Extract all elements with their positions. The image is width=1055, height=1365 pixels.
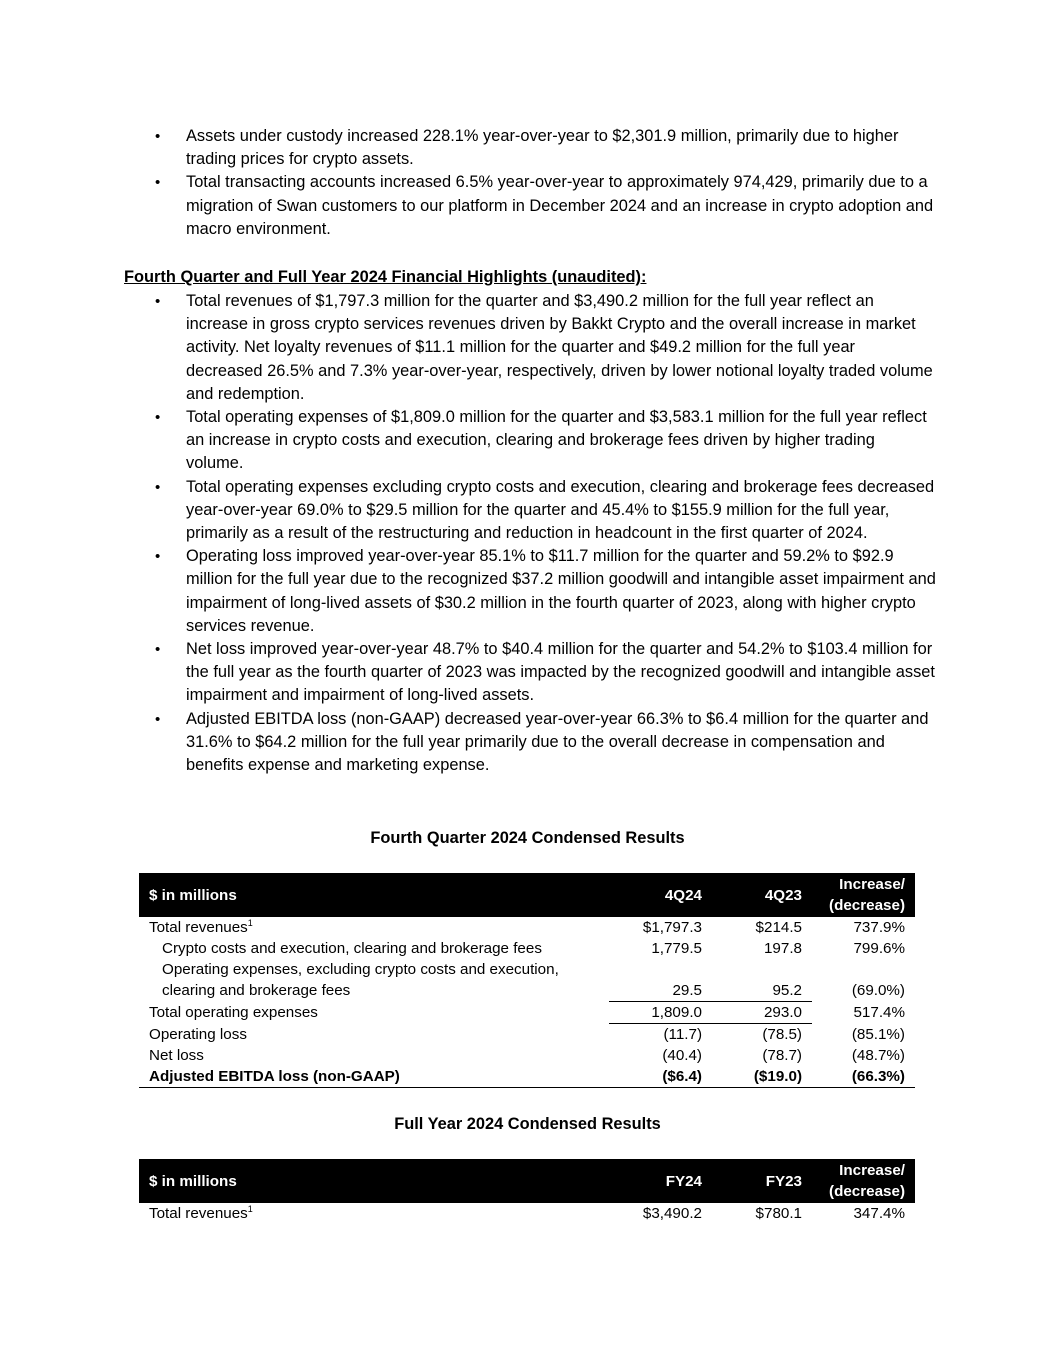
bullet-icon: • (155, 128, 161, 145)
bullet-text: Net loss improved year-over-year 48.7% to $40.4 million for the quarter and 54.2% to $103.4 million for the full year as the fourth quarter of 2023 was impacted by the recognized goodwill and intangible asset impairment and impairment of long-lived assets. (186, 640, 935, 705)
table-header-row (139, 873, 915, 917)
cell-4q23: (78.7) (762, 1047, 802, 1064)
col-header-decrease: (decrease) (829, 1183, 905, 1200)
bullet-assets-under-custody (124, 125, 934, 171)
cell-change: (69.0%) (851, 982, 905, 1000)
table-header-row (139, 1159, 915, 1203)
bullet-text: Total operating expenses of $1,809.0 million for the quarter and $3,583.1 million for the full year reflect an increase in crypto costs and execution, clearing and brokerage fees driven by higher trading volume. (186, 408, 927, 473)
cell-4q23: 197.8 (763, 940, 802, 957)
row-label-text: Total revenues (149, 1205, 248, 1222)
bullet-icon: • (155, 710, 161, 728)
fy-table-title: Full Year 2024 Condensed Results (394, 1115, 661, 1133)
table-row-adjusted-ebitda (139, 1066, 915, 1088)
table-row-opex-excluding-label (139, 959, 915, 980)
bullet-text: Operating loss improved year-over-year 85.1% to $11.7 million for the quarter and 59.2% to $92.9 million for the full year due to the recognized $37.2 million goodwill and intangible asset impairment and impairment of long-lived assets of $30.2 million in the fourth quarter of 2023, along with higher crypto services revenue. (186, 547, 936, 635)
bullet-adjusted-ebitda (124, 708, 936, 778)
col-header-fy24: FY24 (609, 1159, 712, 1203)
empty-cell (609, 959, 712, 980)
fy-results-table (139, 1159, 915, 1224)
row-label (139, 1203, 609, 1224)
cell-fy24: $3,490.2 (642, 1205, 702, 1222)
col-header-increase: Increase/ (839, 876, 905, 893)
row-label: Operating expenses, excluding crypto costs and execution, (162, 961, 559, 978)
cell-4q23: $214.5 (755, 919, 802, 936)
cell-change: 737.9% (853, 919, 905, 936)
bullet-icon: • (155, 641, 161, 659)
col-header-fy23: FY23 (712, 1159, 812, 1203)
cell-change: (85.1%) (851, 1025, 905, 1043)
col-header-label: $ in millions (139, 873, 609, 917)
q4-results-table (139, 873, 915, 1088)
bullet-text: Total transacting accounts increased 6.5% year-over-year to approximately 974,429, primarily due to a migration of Swan customers to our platform in December 2024 and an increase in crypto adoption and macro environment. (186, 173, 934, 238)
cell-4q23: ($19.0) (712, 1066, 812, 1088)
row-label: Crypto costs and execution, clearing and brokerage fees (162, 940, 542, 957)
cell-change: (48.7%) (851, 1047, 905, 1064)
bullet-opex-excluding-crypto (124, 476, 936, 546)
cell-4q24: 1,779.5 (651, 940, 702, 957)
cell-4q23: (78.5) (762, 1026, 802, 1043)
cell-4q24: (11.7) (663, 1026, 702, 1043)
cell-change: 799.6% (853, 940, 905, 957)
cell-4q24: (40.4) (662, 1047, 702, 1064)
highlights-bullet-list (124, 290, 936, 777)
cell-fy23: $780.1 (755, 1205, 802, 1222)
bullet-net-loss (124, 638, 936, 708)
top-bullet-list (124, 125, 934, 241)
footnote-marker: 1 (247, 917, 253, 928)
bullet-operating-loss (124, 545, 936, 638)
bullet-icon: • (155, 174, 161, 192)
col-header-change (812, 873, 915, 917)
col-header-4q24: 4Q24 (609, 873, 712, 917)
table-row-crypto-costs (139, 938, 915, 959)
table-row-opex-excluding (139, 980, 915, 1002)
row-label: Net loss (149, 1047, 204, 1064)
cell-change: 517.4% (853, 1004, 905, 1021)
empty-cell (812, 959, 915, 980)
cell-4q24: ($6.4) (609, 1066, 712, 1088)
col-header-change (812, 1159, 915, 1203)
col-header-increase: Increase/ (839, 1162, 905, 1179)
bullet-icon: • (155, 293, 161, 310)
table-row-operating-loss (139, 1024, 915, 1046)
bullet-text: Adjusted EBITDA loss (non-GAAP) decreased year-over-year 66.3% to $6.4 million for the quarter and 31.6% to $64.2 million for the full year primarily due to the overall decrease in compensation and benefits expense and marketing expense. (186, 709, 929, 775)
table-row-total-revenues (139, 917, 915, 938)
cell-4q23: 95.2 (712, 980, 812, 1002)
cell-change: 347.4% (853, 1205, 905, 1222)
bullet-icon: • (155, 409, 161, 427)
row-label (139, 917, 609, 938)
cell-4q24: 1,809.0 (609, 1002, 712, 1024)
highlights-heading: Fourth Quarter and Full Year 2024 Financial Highlights (unaudited): (124, 268, 647, 286)
cell-change: (66.3%) (812, 1066, 915, 1088)
empty-cell (712, 959, 812, 980)
table-row-total-operating-expenses (139, 1002, 915, 1024)
bullet-transacting-accounts (124, 171, 934, 241)
cell-4q24: 29.5 (609, 980, 712, 1002)
col-header-4q23: 4Q23 (712, 873, 812, 917)
bullet-text: Total revenues of $1,797.3 million for the quarter and $3,490.2 million for the full year reflect an increase in gross crypto services revenues driven by Bakkt Crypto and the overall increase in market activity. Net loyalty revenues of $11.1 million for the quarter and $49.2 million for the full year decreased 26.5% and 7.3% year-over-year, respectively, driven by lower notional loyalty traded volume and redemption. (186, 292, 933, 403)
row-label-text: Total revenues (149, 919, 248, 936)
bullet-total-operating-expenses (124, 406, 936, 476)
bullet-icon: • (155, 548, 161, 566)
bullet-text: Total operating expenses excluding crypto costs and execution, clearing and brokerage fees decreased year-over-year 69.0% to $29.5 million for the quarter and 45.4% to $155.9 million for the full year, primarily as a result of the restructuring and reduction in headcount in the first quarter of 2024. (186, 477, 935, 543)
col-header-label: $ in millions (139, 1159, 609, 1203)
row-label: Adjusted EBITDA loss (non-GAAP) (139, 1066, 609, 1088)
q4-table-title: Fourth Quarter 2024 Condensed Results (370, 829, 685, 847)
row-label: clearing and brokerage fees (162, 982, 351, 1000)
cell-4q24: $1,797.3 (642, 919, 702, 936)
bullet-total-revenues (124, 290, 936, 406)
footnote-marker: 1 (247, 1203, 253, 1214)
table-row-net-loss (139, 1045, 915, 1066)
table-row-total-revenues (139, 1203, 915, 1224)
bullet-icon: • (155, 478, 161, 496)
cell-4q23: 293.0 (712, 1002, 812, 1024)
row-label: Total operating expenses (149, 1004, 318, 1021)
row-label: Operating loss (149, 1025, 247, 1043)
col-header-decrease: (decrease) (829, 897, 905, 914)
bullet-text: Assets under custody increased 228.1% year-over-year to $2,301.9 million, primarily due to higher trading prices for crypto assets. (186, 127, 899, 169)
